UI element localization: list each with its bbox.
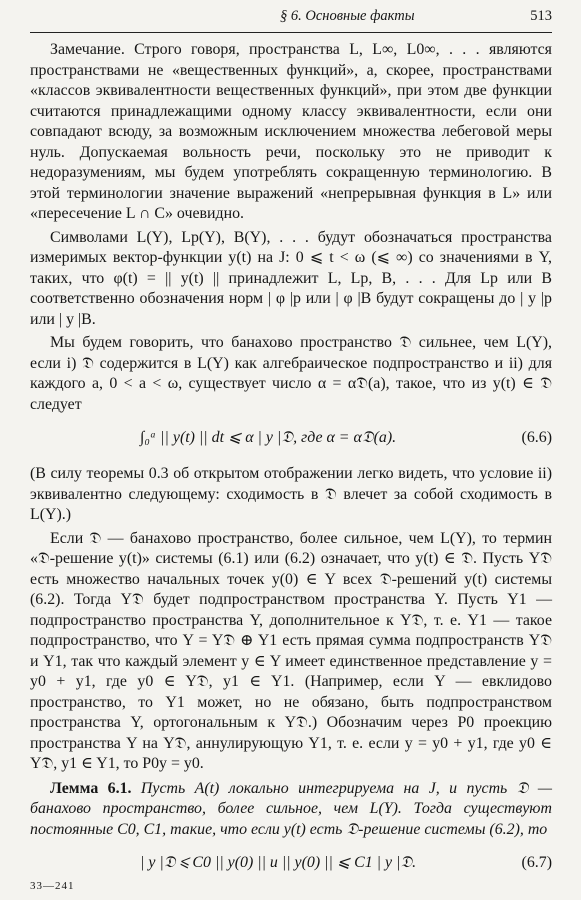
equation-6-6-formula: ∫₀ᵃ || y(t) || dt ⩽ α | y |𝔇, где α = α𝔇(a). [140,428,397,446]
page-number: 513 [530,8,552,24]
lemma-label: Лемма 6.1. [50,779,132,797]
signature-mark: 33—241 [30,880,75,892]
notation-paragraph: Символами L(Y), Lp(Y), B(Y), . . . будут обозначаться пространства измеримых вектор-функции y(t) на J: 0 ⩽ t < ω (⩽ ∞) со значениями в Y, таких, что φ(t) = || y(t) || принадлежит L, Lp, B, . . . Для Lp или B соответственно обозначения норм | φ |p или | φ |B будут сокращены до | y |p или | y |B. [30,228,552,328]
page-header [30,6,552,33]
equation-6-7-number: (6.7) [521,853,552,871]
equation-6-6 [30,418,552,458]
running-title: § 6. Основные факты [280,8,415,24]
remark-paragraph: Замечание. Строго говоря, пространства L, L∞, L0∞, . . . являются пространствами не «вещественных функций», а, скорее, пространствами «классов эквивалентности вещественных функций», при этом две функции считаются принадлежащими одному классу эквивалентности, если они совпадают всюду, за возможным исключением множества лебеговой меры нуль. Допускаемая вольность речи, поскольку это не приводит к недоразумениям, мы будем употреблять сокращенную терминологию. В этой терминологии значение выражений «непрерывная функция в L» или «пересечение L ∩ C» очевидно. [30,41,552,222]
subspace-paragraph: Если 𝔇 — банахово пространство, более сильное, чем L(Y), то термин «𝔇-решение y(t)» системы (6.1) или (6.2) означает, что y(t) ∈ 𝔇. Пусть Y𝔇 есть множество начальных точек y(0) ∈ Y всех 𝔇-решений y(t) системы (6.2). Тогда Y𝔇 будет подпространством пространства Y. Пусть Y1 — подпространство пространства Y, дополнительное к Y𝔇, т. е. Y1 — такое подпространство, что Y = Y𝔇 ⊕ Y1 есть прямая сумма подпространств Y𝔇 и Y1, так что каждый элемент y ∈ Y имеет единственное представление y = y0 + y1, где y0 ∈ Y𝔇, y1 ∈ Y1. (Например, если Y — евклидово пространство, то Y1 может, но не обязано, быть подпространством пространства Y, ортогональным к Y𝔇.) Обозначим через P0 проекцию пространства Y на Y𝔇, аннулирующую Y1, т. е. если y = y0 + y1, где y0 ∈ Y𝔇, y1 ∈ Y1, то P0y = y0. [30,529,552,772]
lemma-statement: Пусть A(t) локально интегрируема на J, и пусть 𝔇 — банахово пространство, более сильное, чем L(Y). Тогда существуют постоянные C0, C1, такие, что если y(t) есть 𝔇-решение системы (6.2), то [30,779,553,838]
definition-paragraph: Мы будем говорить, что банахово пространство 𝔇 сильнее, чем L(Y), если i) 𝔇 содержится в L(Y) как алгебраическое подпространство и ii) для каждого a, 0 < a < ω, существует число α = α𝔇(a), такое, что из y(t) ∈ 𝔇 следует [30,334,552,413]
equation-6-7-formula: | y |𝔇 ⩽ C0 || y(0) || и || y(0) || ⩽ C1 | y |𝔇. [140,853,417,871]
lemma-6-1 [30,779,552,841]
equation-6-7 [30,843,552,883]
page-body [30,40,552,889]
equation-6-6-number: (6.6) [521,428,552,446]
open-mapping-paragraph: (В силу теоремы 0.3 об открытом отображении легко видеть, что условие ii) эквивалентно следующему: сходимость в 𝔇 влечет за собой сходимость в L(Y).) [30,465,552,523]
